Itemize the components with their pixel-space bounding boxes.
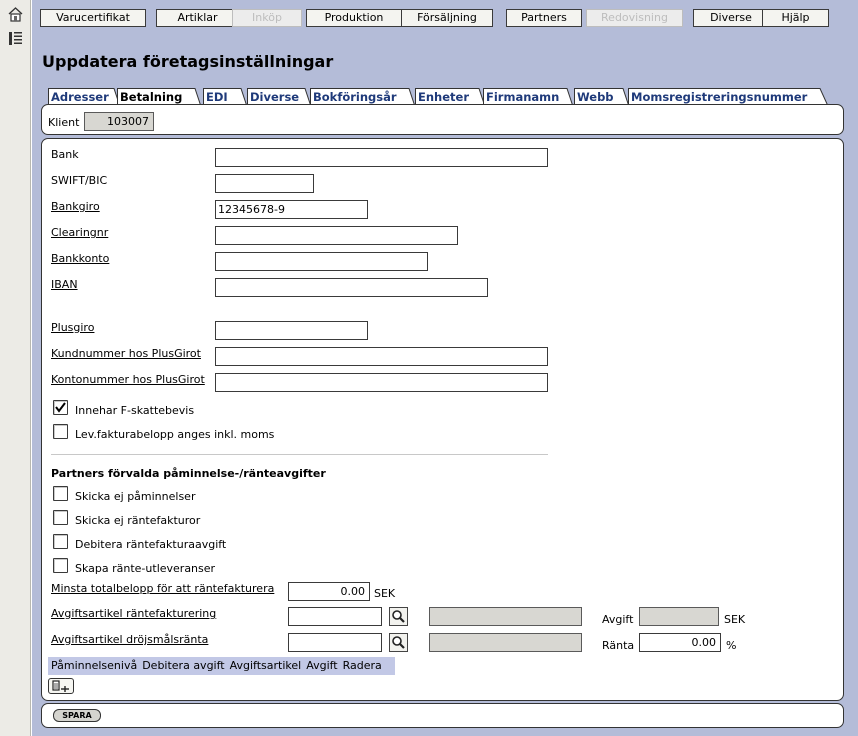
skicka-ej-paminnelser-label: Skicka ej påminnelser (75, 490, 196, 503)
minsta-belopp-unit: SEK (374, 587, 396, 600)
main-area (32, 0, 858, 736)
add-row-icon (49, 679, 73, 693)
col-avgift[interactable]: Avgift (306, 659, 338, 672)
tab-diverse[interactable] (247, 88, 311, 105)
menu-redovisning: Redovisning (586, 9, 683, 27)
fskatt-checkbox[interactable] (53, 400, 68, 415)
avgiftsartikel-rf-input[interactable] (288, 607, 382, 626)
minsta-belopp-label: Minsta totalbelopp för att räntefakturera (51, 582, 275, 595)
tab-adresser[interactable] (48, 88, 120, 105)
checkmark-icon (54, 401, 67, 414)
search-icon[interactable] (389, 607, 408, 626)
tab-enheter[interactable] (415, 88, 485, 105)
tab-row (48, 88, 848, 105)
col-debitera-avgift[interactable]: Debitera avgift (142, 659, 225, 672)
tab-label: Diverse (250, 90, 300, 104)
add-row-button[interactable] (48, 678, 74, 694)
reminders-heading: Partners förvalda påminnelse-/ränteavgifter (51, 467, 326, 480)
tab-label: Momsregistreringsnummer (631, 90, 808, 104)
kontonummer-label: Kontonummer hos PlusGirot (51, 373, 205, 386)
debitera-avgift-checkbox[interactable] (53, 534, 68, 549)
section-divider (51, 454, 548, 455)
menu-partners[interactable]: Partners (506, 9, 582, 27)
save-button[interactable]: SPARA (53, 709, 101, 722)
left-toolbar (0, 0, 31, 736)
tab-label: Bokföringsår (313, 90, 397, 104)
client-label: Klient (48, 116, 80, 129)
fskatt-label: Innehar F-skattebevis (75, 404, 195, 417)
tab-label: Adresser (51, 90, 109, 104)
col-paminnelseniva[interactable]: Påminnelsenivå (51, 659, 138, 672)
client-field: 103007 (84, 112, 154, 131)
kundnummer-input[interactable] (215, 347, 548, 366)
magnifier-icon (390, 634, 407, 651)
search-icon[interactable] (389, 633, 408, 652)
skapa-utleveranser-checkbox[interactable] (53, 558, 68, 573)
plusgiro-label: Plusgiro (51, 321, 95, 334)
swift-input[interactable] (215, 174, 314, 193)
save-panel (41, 703, 844, 728)
levmoms-checkbox[interactable] (53, 424, 68, 439)
magnifier-icon (390, 608, 407, 625)
debitera-avgift-label: Debitera räntefakturaavgift (75, 538, 227, 551)
plusgiro-input[interactable] (215, 321, 368, 340)
skicka-ej-paminnelser-checkbox[interactable] (53, 486, 68, 501)
skicka-ej-rantefakturor-label: Skicka ej räntefakturor (75, 514, 201, 527)
skicka-ej-rantefakturor-checkbox[interactable] (53, 510, 68, 525)
swift-label: SWIFT/BIC (51, 174, 108, 187)
bank-label: Bank (51, 148, 79, 161)
menu-hjalp[interactable]: Hjälp (762, 9, 829, 27)
tab-firmanamn[interactable] (483, 88, 573, 105)
tab-webb[interactable] (574, 88, 629, 105)
avgiftsartikel-dr-input[interactable] (288, 633, 382, 652)
home-icon[interactable] (7, 6, 24, 23)
tab-label: EDI (206, 90, 228, 104)
menu-list-icon[interactable] (7, 30, 24, 47)
avgift-label: Avgift (602, 613, 634, 626)
tab-betalning[interactable] (117, 88, 201, 105)
bank-input[interactable] (215, 148, 548, 167)
avgiftsartikel-dr-description (429, 633, 582, 652)
client-panel (41, 104, 844, 135)
tab-label: Firmanamn (486, 90, 560, 104)
tab-label: Webb (577, 90, 614, 104)
menu-varucertifikat[interactable]: Varucertifikat (40, 9, 146, 27)
kontonummer-input[interactable] (215, 373, 548, 392)
kundnummer-label: Kundnummer hos PlusGirot (51, 347, 201, 360)
avgiftsartikel-dr-label: Avgiftsartikel dröjsmålsränta (51, 633, 209, 646)
menu-forsaljning[interactable]: Försäljning (401, 9, 493, 27)
ranta-label: Ränta (602, 639, 635, 652)
skapa-utleveranser-label: Skapa ränte-utleveranser (75, 562, 216, 575)
clearing-label: Clearingnr (51, 226, 109, 239)
iban-input[interactable] (215, 278, 488, 297)
menu-produktion[interactable]: Produktion (306, 9, 402, 27)
menu-artiklar[interactable]: Artiklar (156, 9, 239, 27)
bankgiro-label: Bankgiro (51, 200, 100, 213)
tab-label: Enheter (418, 90, 469, 104)
col-avgiftsartikel[interactable]: Avgiftsartikel (229, 659, 302, 672)
tab-edi[interactable] (203, 88, 247, 105)
col-radera[interactable]: Radera (342, 659, 382, 672)
clearing-input[interactable] (215, 226, 458, 245)
bankkonto-input[interactable] (215, 252, 428, 271)
iban-label: IBAN (51, 278, 78, 291)
bankkonto-label: Bankkonto (51, 252, 110, 265)
avgiftsartikel-rf-description (429, 607, 582, 626)
tab-bokforingsar[interactable] (310, 88, 415, 105)
menu-diverse[interactable]: Diverse (693, 9, 769, 27)
reminder-grid-header (48, 657, 395, 675)
minsta-belopp-input[interactable] (288, 582, 370, 601)
avgiftsartikel-rf-label: Avgiftsartikel räntefakturering (51, 607, 217, 620)
payment-form-panel (41, 138, 844, 701)
avgift-unit: SEK (724, 613, 746, 626)
tab-momsregistreringsnummer[interactable] (628, 88, 828, 105)
menu-inkop: Inköp (232, 9, 302, 27)
ranta-unit: % (726, 639, 737, 652)
tab-label: Betalning (120, 90, 183, 104)
bankgiro-input[interactable] (215, 200, 368, 219)
levmoms-label: Lev.fakturabelopp anges inkl. moms (75, 428, 275, 441)
avgift-field (639, 607, 719, 626)
page-title: Uppdatera företagsinställningar (42, 52, 334, 71)
ranta-input[interactable] (639, 633, 721, 652)
